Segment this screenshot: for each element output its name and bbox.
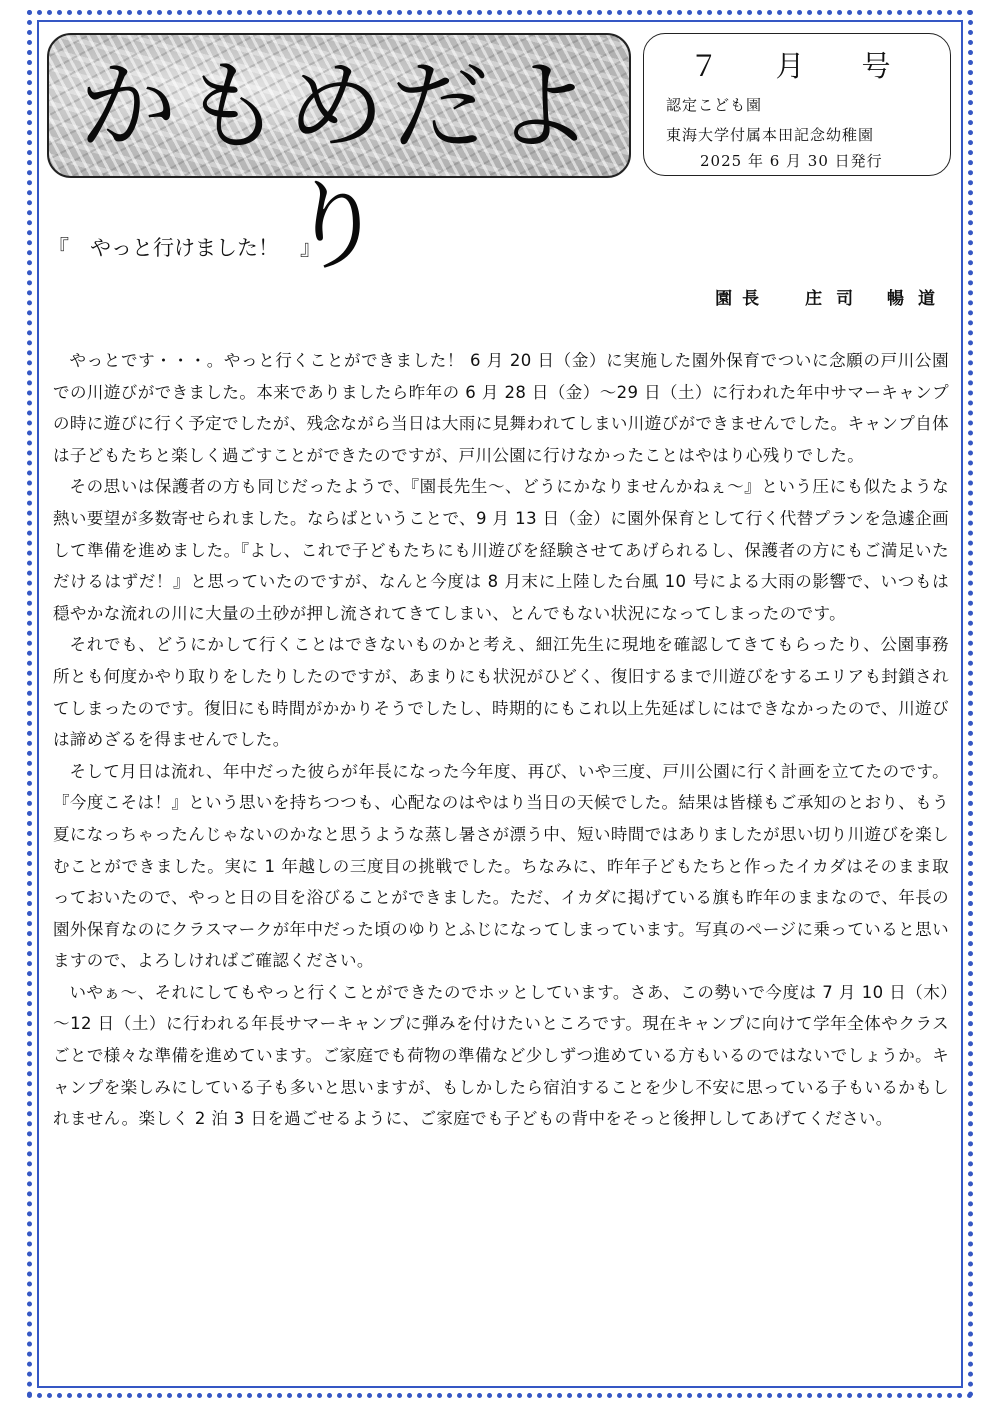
kindergarten-type: 認定こども園 bbox=[666, 96, 763, 114]
body-paragraph-3: それでも、どうにかして行くことはできないものかと考え、細江先生に現地を確認してきてもらったり、公園事務所とも何度かやり取りをしたりしたのですが、あまりにも状況がひどく、復旧するまで川遊びをするエリアも封鎖されてしまったのです。復旧にも時間がかかりそうでしたし、時期的にもこれ以上先延ばしにはできなかったので、川遊びは諦めざるを得ませんでした。 bbox=[53, 635, 949, 750]
article-body bbox=[53, 345, 949, 1135]
body-paragraph-5: いやぁ～、それにしてもやっと行くことができたのでホッとしています。さあ、この勢いで今度は 7 月 10 日（木）～12 日（土）に行われる年長サマーキャンプに弾みを付けたいところです。現在キャンプに向けて学年全体やクラスごとで様々な準備を進めています。ご家庭でも荷物の準備など少しずつ進めている方もいるのではないでしょうか。キャンプを楽しみにしている子も多いと思いますが、もしかしたら宿泊することを少し不安に思っている子もいるかもしれません。楽しく 2 泊 3 日を過ごせるように、ご家庭でも子どもの背中をそっと後押ししてあげてください。 bbox=[53, 982, 949, 1129]
body-paragraph-1: やっとです・・・。やっと行くことができました！ 6 月 20 日（金）に実施した園外保育でついに念願の戸川公園での川遊びができました。本来でありましたら昨年の 6 月 28 日（金）～29 日（土）に行われた年中サマーキャンプの時に遊びに行く予定でしたが、残念ながら当日は大雨に見舞われてしまい川遊びができませんでした。キャンプ自体は子どもたちと楽しく過ごすことができたのですが、戸川公園に行けなかったことはやはり心残りでした。 bbox=[53, 351, 949, 465]
body-paragraph-2: その思いは保護者の方も同じだったようで、『園長先生～、どうにかなりませんかねぇ～』という圧にも似たような熱い要望が多数寄せられました。ならばということで、9 月 13 日（金）に園外保育として行く代替プランを急遽企画して準備を進めました。『よし、これで子どもたちにも川遊びを経験させてあげられるし、保護者の方にもご満足いただけるはずだ！』と思っていたのですが、なんと今度は 8 月末に上陸した台風 10 号による大雨の影響で、いつもは穏やかな流れの川に大量の土砂が押し流されてきてしまい、とんでもない状況になってしまったのです。 bbox=[53, 477, 949, 623]
kindergarten-name: 東海大学付属本田記念幼稚園 bbox=[666, 126, 875, 144]
article-title: 『 やっと行けました！ 』 bbox=[48, 236, 321, 260]
issue-month: ７ 月 号 bbox=[689, 49, 905, 83]
article-author bbox=[715, 284, 949, 309]
author-name: 庄司 暢道 bbox=[805, 289, 949, 309]
body-paragraph-4: そして月日は流れ、年中だった彼らが年長になった今年度、再び、いや三度、戸川公園に行く計画を立てたのです。『今度こそは！』という思いを持ちつつも、心配なのはやはり当日の天候でした。結果は皆様もご承知のとおり、もう夏になっちゃったんじゃないのかなと思うような蒸し暑さが漂う中、短い時間ではありましたが思い切り川遊びを楽しむことができました。実に 1 年越しの三度目の挑戦でした。ちなみに、昨年子どもたちと作ったイカダはそのまま取っておいたので、やっと日の目を浴びることができました。ただ、イカダに掲げている旗も昨年のままなので、年長の園外保育なのにクラスマークが年中だった頃のゆりとふじになってしまっています。写真のページに乗っていると思いますので、よろしければご確認ください。 bbox=[53, 761, 949, 971]
issue-info-box bbox=[643, 33, 951, 176]
newsletter-title: かもめだより bbox=[78, 50, 599, 284]
issue-date: 2025 年 6 月 30 日発行 bbox=[700, 152, 883, 170]
author-role: 園長 bbox=[715, 289, 770, 309]
